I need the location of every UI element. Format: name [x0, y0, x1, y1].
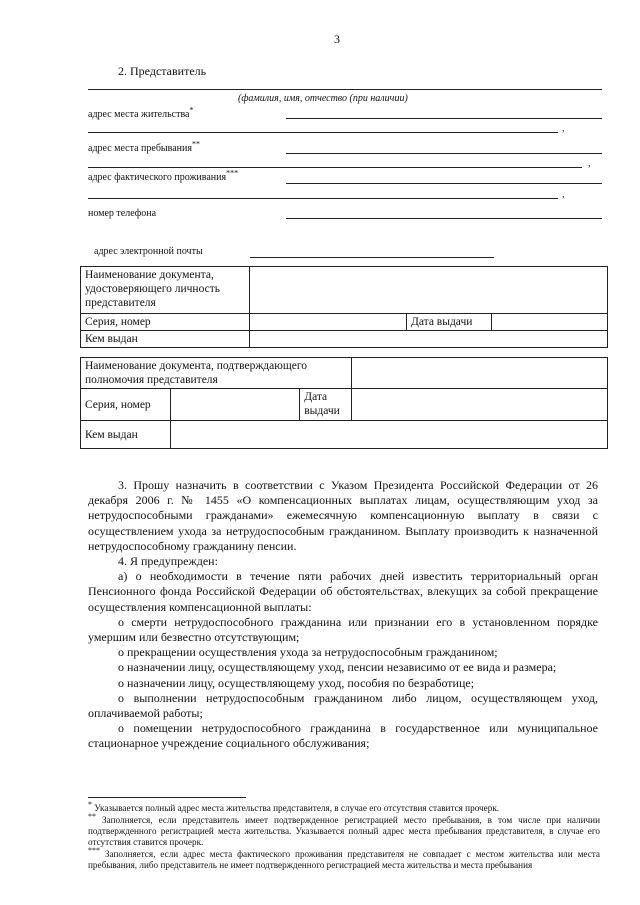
id-series-value[interactable]: [250, 314, 407, 331]
paragraph-4a: а) о необходимости в течение пяти рабочих дней известить территориальный орган Пенсионного фонда Российской Федерации об обстоятельствах, влекущих за собой прекращение осуществления компенсационной выплаты:: [88, 569, 598, 614]
label-phone: номер телефона: [88, 208, 157, 219]
auth-date-value[interactable]: [352, 389, 608, 421]
footnote-1: * Указывается полный адрес места жительства представителя, в случае его отсутствия ставится прочерк.: [88, 799, 500, 813]
footnote-3: *** Заполняется, если адрес места фактического проживания представителя не совпадает с местом жительства или места пребывания, либо представитель не имеет подтвержденного регистрацией места жительства и места пребывания: [88, 845, 600, 870]
paragraph-4: 4. Я предупрежден:: [118, 554, 218, 569]
auth-issued-by-label: Кем выдан: [81, 421, 171, 449]
id-doc-name-value[interactable]: [250, 267, 608, 314]
list-item: о смерти нетрудоспособного гражданина или признании его в установленном порядке умершим или безвестно отсутствующим;: [88, 614, 598, 645]
footnote-2: ** Заполняется, если представитель имеет подтвержденное регистрацией место пребывания, в том числе при наличии подтвержденного регистрацией места жительства. Указывается полный адрес места пребывания представителя, в случае его отсутствия ставится прочерк.: [88, 811, 600, 847]
label-address-actual: адрес фактического проживания***: [88, 168, 239, 183]
paragraph-3: 3. Прошу назначить в соответствии с Указом Президента Российской Федерации от 26 декабря 2006 г. № 1455 «О компенсационных выплатах лицам, осуществляющим уход за нетрудоспособными гражданами» ежемесячную компенсационную выплату в связи с осуществлением ухода за нетрудоспособным гражданином. Выплату производить к назначенной нетрудоспособному гражданину пенсии.: [88, 478, 598, 553]
id-issued-by-value[interactable]: [250, 331, 608, 348]
comma: ,: [588, 158, 591, 169]
footnote-separator: [88, 797, 246, 798]
fio-line[interactable]: [88, 89, 602, 90]
email-line[interactable]: [250, 257, 494, 258]
address-residence-line[interactable]: [286, 118, 602, 119]
footnotes: [88, 799, 600, 872]
address-residence-line-2[interactable]: [88, 132, 558, 133]
comma: ,: [562, 189, 565, 200]
label-email: адрес электронной почты: [94, 246, 203, 257]
label-address-stay: адрес места пребывания**: [88, 139, 200, 154]
auth-issued-by-value[interactable]: [171, 421, 608, 449]
address-stay-line[interactable]: [286, 153, 602, 154]
auth-series-value[interactable]: [171, 389, 300, 421]
list-item: о помещении нетрудоспособного гражданина в государственное или муниципальное стационарное учреждение социального обслуживания;: [88, 721, 598, 751]
label-address-residence: адрес места жительства*: [88, 105, 194, 120]
address-actual-line[interactable]: [286, 183, 602, 184]
id-issue-date-label: Дата выдачи: [407, 314, 492, 331]
id-issue-date-value[interactable]: [492, 314, 608, 331]
comma: ,: [562, 123, 565, 134]
auth-series-label: Серия, номер: [81, 389, 171, 421]
auth-doc-name-value[interactable]: [352, 358, 608, 389]
list-item: о назначении лицу, осуществляющему уход, пособия по безработице;: [118, 675, 475, 690]
page-number: 3: [334, 32, 340, 46]
authority-document-table: [80, 357, 608, 449]
section-title: 2. Представитель: [118, 64, 207, 78]
address-stay-line-2[interactable]: [88, 167, 582, 168]
id-series-label: Серия, номер: [81, 314, 250, 331]
list-item: о прекращении осуществления ухода за нетрудоспособным гражданином;: [118, 645, 498, 660]
list-item: о выполнении нетрудоспособным гражданином либо лицом, осуществляющем уход, оплачиваемой работы;: [88, 690, 598, 721]
address-actual-line-2[interactable]: [88, 198, 558, 199]
body-text: [88, 478, 598, 752]
auth-date-label: Дата выдачи: [300, 389, 352, 421]
id-document-table: [80, 266, 608, 348]
phone-line[interactable]: [286, 218, 602, 219]
fio-caption: (фамилия, имя, отчество (при наличии): [238, 93, 408, 104]
auth-doc-name-label: Наименование документа, подтверждающего полномочия представителя: [81, 358, 352, 389]
id-issued-by-label: Кем выдан: [81, 331, 250, 348]
id-doc-name-label: Наименование документа, удостоверяющего личность представителя: [81, 267, 250, 314]
list-item: о назначении лицу, осуществляющему уход, пенсии независимо от ее вида и размера;: [118, 660, 557, 675]
